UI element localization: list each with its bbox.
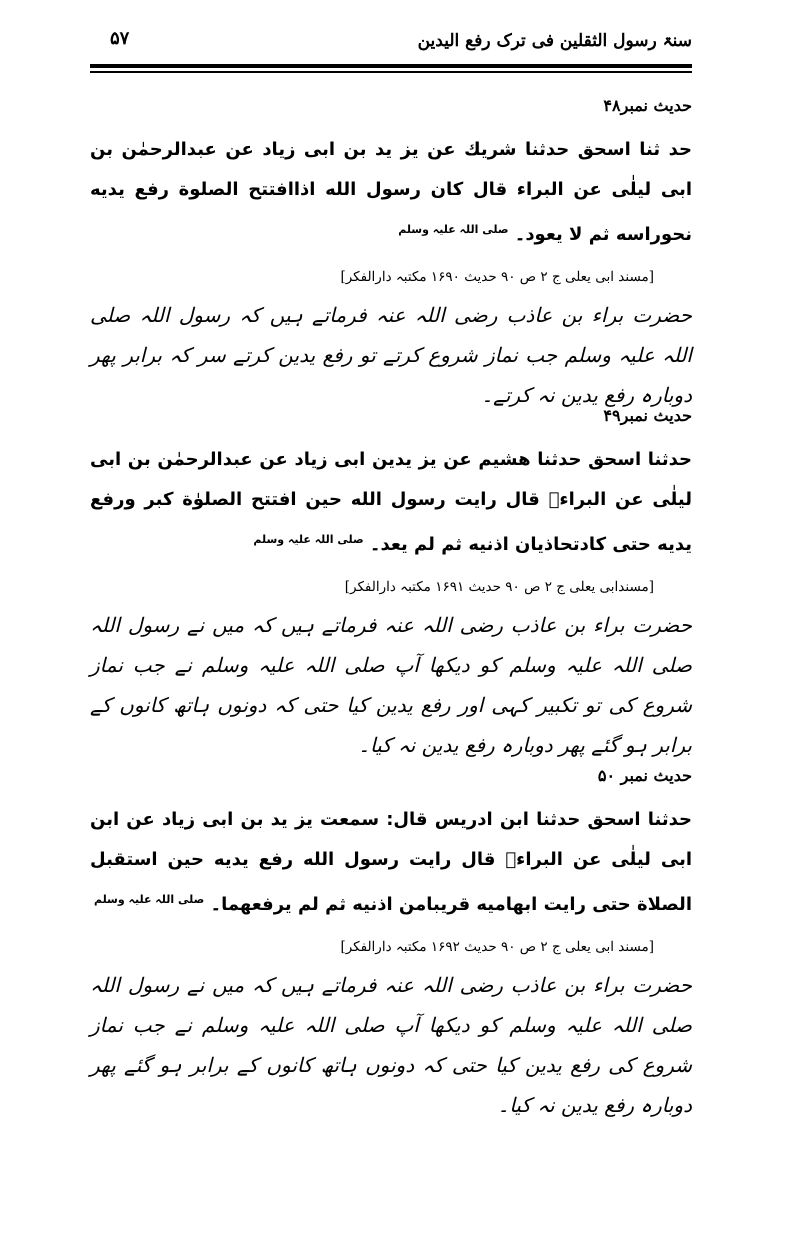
header-rule-thin	[90, 71, 692, 73]
hadith-heading: حدیث نمبر۴۹	[603, 406, 692, 425]
arabic-text-body: حدثنا اسحق حدثنا هشيم عن يز يدين ابی زياد عن عبدالرحمٰن بن ابی ليلٰی عن البراءؓ قال رايت رسول الله حين افتتح الصلوٰة كبر ورفع يديه حتی كادتحاذيان اذنيه ثم لم يعد۔	[90, 449, 692, 555]
urdu-translation: حضرت براء بن عاذب رضی اللہ عنہ فرماتے ہیں کہ میں نے رسول اللہ صلی اللہ علیہ وسلم کو دیکھا آپ صلی اللہ علیہ وسلم نے جب نماز شروع کی تو تکبیر کہی اور رفع یدین کیا حتی کہ دونوں ہاتھ کانوں کے برابر ہو گئے پھر دوبارہ رفع یدین نہ کیا۔	[90, 613, 692, 757]
honorific-mark: صلی اللہ علیہ وسلم	[398, 223, 509, 236]
hadith-heading: حدیث نمبر ۵۰	[597, 766, 692, 785]
citation-reference: [مسندابی یعلی ج ۲ ص ۹۰ حدیث ۱۶۹۱ مکتبہ دارالفکر]	[344, 579, 654, 595]
honorific-mark: صلی اللہ علیہ وسلم	[93, 893, 205, 906]
hadith-50	[90, 760, 692, 1125]
arabic-text	[90, 800, 692, 925]
page-header	[90, 24, 692, 64]
arabic-text	[90, 440, 692, 565]
hadith-49	[90, 400, 692, 765]
urdu-translation: حضرت براء بن عاذب رضی اللہ عنہ فرماتے ہیں کہ میں نے رسول اللہ صلی اللہ علیہ وسلم کو دیکھا آپ صلی اللہ علیہ وسلم نے جب نماز شروع کی رفع یدین کیا حتی کہ دونوں ہاتھ کانوں کے برابر ہو گئے پھر دوبارہ رفع یدین نہ کیا۔	[90, 973, 692, 1117]
hadith-48	[90, 90, 692, 415]
citation-reference: [مسند ابی یعلی ج ۲ ص ۹۰ حدیث ۱۶۹۲ مکتبہ دارالفکر]	[340, 939, 654, 955]
arabic-text-body: حد ثنا اسحق حدثنا شريك عن يز يد بن ابی زياد عن عبدالرحمٰن بن ابی ليلٰی عن البراء قال كان رسول الله اذاافتتح الصلوة رفع يديه نحوراسه ثم لا يعود۔	[90, 139, 692, 245]
running-title: سنۃ رسول الثقلین فی ترک رفع الیدین	[417, 31, 692, 51]
header-rule-thick	[90, 64, 692, 68]
hadith-heading: حدیث نمبر۴۸	[603, 96, 692, 115]
arabic-text	[90, 130, 692, 255]
page-number: ۵۷	[110, 28, 130, 49]
honorific-mark: صلی اللہ علیہ وسلم	[253, 533, 364, 546]
citation-reference: [مسند ابی یعلی ج ۲ ص ۹۰ حدیث ۱۶۹۰ مکتبہ دارالفکر]	[340, 269, 654, 285]
urdu-translation: حضرت براء بن عاذب رضی اللہ عنہ فرماتے ہیں کہ رسول اللہ صلی اللہ علیہ وسلم جب نماز شروع کرتے تو رفع یدین کرتے سر کہ برابر پھر دوبارہ رفع یدین نہ کرتے۔	[90, 303, 692, 407]
arabic-text-body: حدثنا اسحق حدثنا ابن ادريس قال: سمعت يز يد بن ابی زياد عن ابن ابی ليلٰی عن البراءؓ قال رايت رسول الله رفع يديه حين استقبل الصلاة حتی رايت ابهاميه قريبامن اذنيه ثم لم يرفعهما۔	[90, 809, 692, 915]
